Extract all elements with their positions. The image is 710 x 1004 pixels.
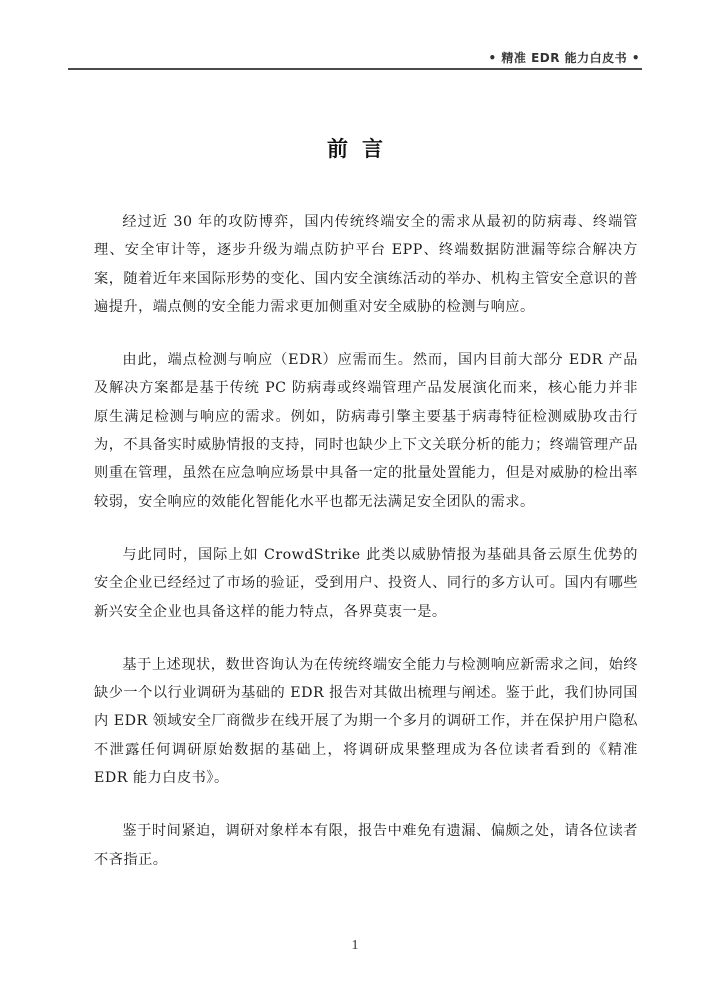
body-text [94, 208, 638, 899]
paragraph-3: 与此同时，国际上如 CrowdStrike 此类以威胁情报为基础具备云原生优势的安全企业已经经过了市场的验证，受到用户、投资人、同行的多方认可。国内有哪些新兴安全企业也具备这样的能力特点，各界莫衷一是。 [94, 546, 638, 620]
page-number: 1 [351, 938, 359, 953]
paragraph-2: 由此，端点检测与响应（EDR）应需而生。然而，国内目前大部分 EDR 产品及解决方案都是基于传统 PC 防病毒或终端管理产品发展演化而来，核心能力并非原生满足检测与响应的需求。例如，防病毒引擎主要基于病毒特征检测威胁攻击行为，不具备实时威胁情报的支持，同时也缺少上下文关联分析的能力；终端管理产品则重在管理，虽然在应急响应场景中具备一定的批量处置能力，但是对威胁的检出率较弱，安全响应的效能化智能化水平也都无法满足安全团队的需求。 [94, 352, 638, 510]
running-header: • 精准 EDR 能力白皮书 • [488, 51, 640, 65]
page-title: 前言 [327, 137, 397, 161]
paragraph-5: 鉴于时间紧迫，调研对象样本有限，报告中难免有遗漏、偏颇之处，请各位读者不吝指正。 [94, 823, 638, 868]
paragraph-4: 基于上述现状，数世咨询认为在传统终端安全能力与检测响应新需求之间，始终缺少一个以行业调研为基础的 EDR 报告对其做出梳理与阐述。鉴于此，我们协同国内 EDR 领域安全厂商微步在线开展了为期一个多月的调研工作，并在保护用户隐私不泄露任何调研原始数据的基础上，将调研成果整理成为各位读者看到的《精准 EDR 能力白皮书》。 [94, 656, 638, 787]
paragraph-1: 经过近 30 年的攻防博弈，国内传统终端安全的需求从最初的防病毒、终端管理、安全审计等，逐步升级为端点防护平台 EPP、终端数据防泄漏等综合解决方案，随着近年来国际形势的变化、国内安全演练活动的举办、机构主管安全意识的普遍提升，端点侧的安全能力需求更加侧重对安全威胁的检测与响应。 [94, 214, 638, 315]
header-divider [68, 68, 642, 70]
